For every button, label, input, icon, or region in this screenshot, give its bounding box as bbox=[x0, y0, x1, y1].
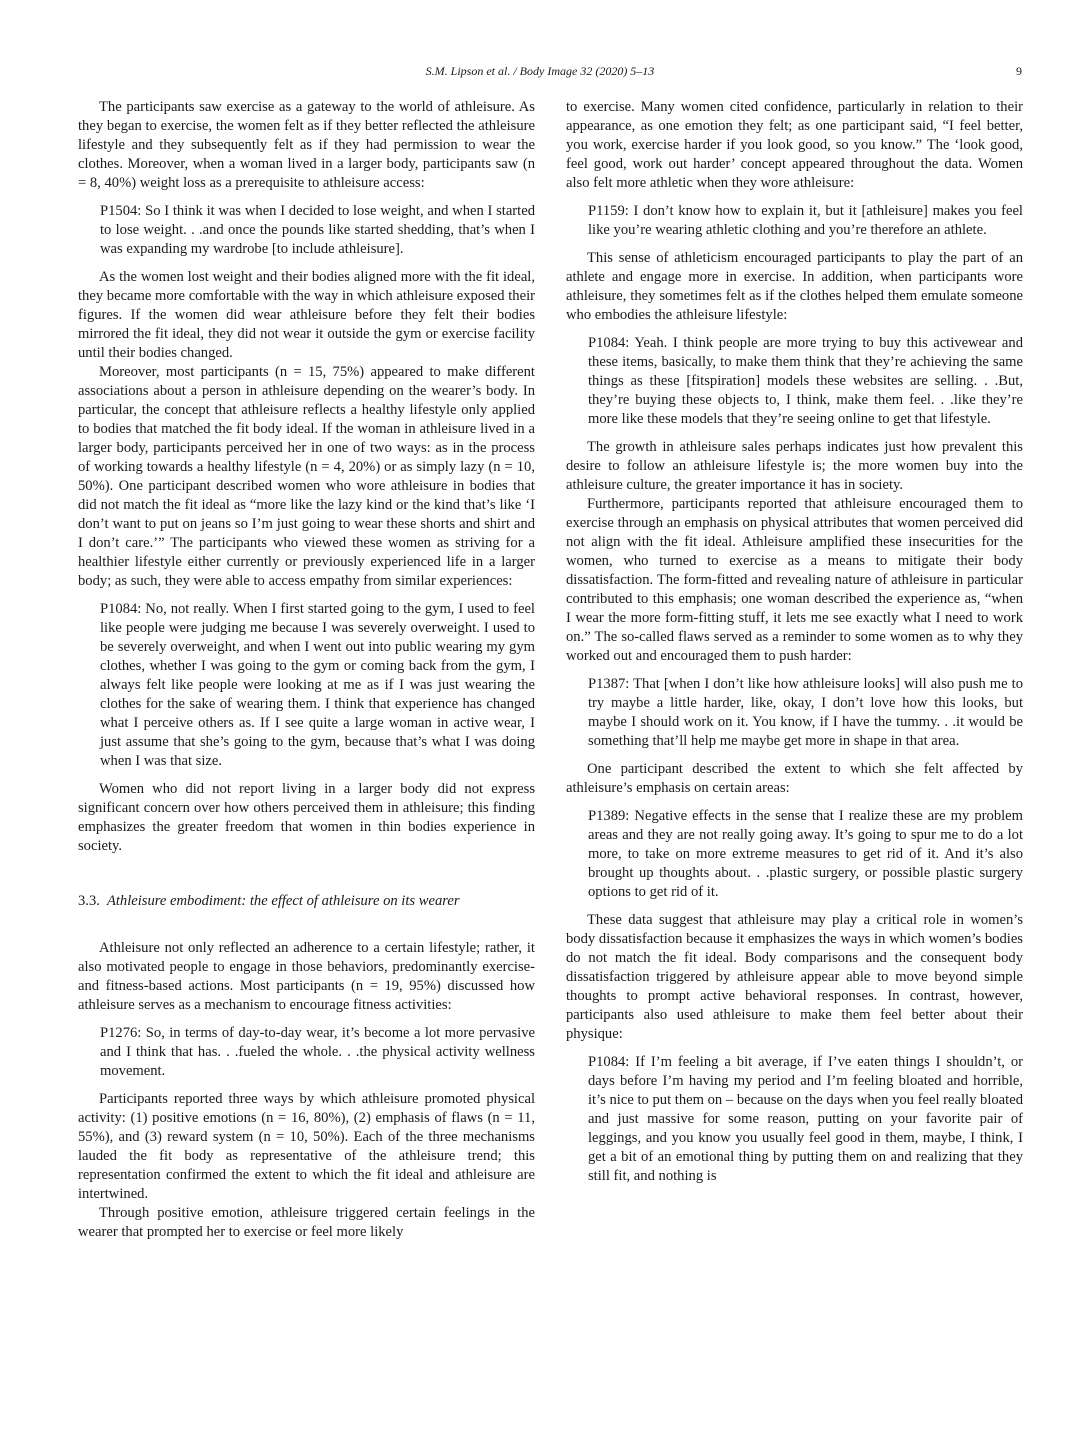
paragraph: to exercise. Many women cited confidence, particularly in relation to their appearance, as one emotion they felt; as one participant said, “I feel better, you work, exercise harder if you look good, so you know.” The ‘look good, feel good, work out harder’ concept appeared throughout the data. Women also felt more athletic when they wore athleisure: bbox=[566, 99, 1023, 191]
paragraph: This sense of athleticism encouraged participants to play the part of an athlete and engage more in exercise. In addition, when participants wore athleisure, they sometimes felt as if the clothes helped them emulate someone who embodies the athleisure lifestyle: bbox=[566, 250, 1023, 323]
block-quote: P1387: That [when I don’t like how athleisure looks] will also push me to try maybe a little harder, like, okay, I don’t love how this looks, but maybe I should work on it. You know, if I have the tummy. . .it would be something that’ll help me maybe get more in shape in that area. bbox=[588, 676, 1023, 749]
section-number: 3.3. bbox=[78, 893, 100, 909]
journal-citation: S.M. Lipson et al. / Body Image 32 (2020) 5–13 bbox=[425, 64, 655, 78]
paragraph: As the women lost weight and their bodies aligned more with the fit ideal, they became more comfortable with the way in which athleisure exposed their figures. If the women did wear athleisure before they felt their bodies mirrored the fit ideal, they did not wear it outside the gym or exercise facility until their bodies changed. bbox=[78, 269, 535, 361]
block-quote: P1084: Yeah. I think people are more trying to buy this activewear and these items, basically, to make them think that they’re achieving the same things as these [fitspiration] models these websites are selling. . .But, they’re buying these objects to, I think, make them feel. . .like they’re more like these models that they’re seeing online to get that lifestyle. bbox=[588, 335, 1023, 427]
paragraph: Women who did not report living in a larger body did not express significant concern over how others perceived them in athleisure; this finding emphasizes the greater freedom that women in thin bodies experience in society. bbox=[78, 781, 535, 854]
paragraph: Furthermore, participants reported that athleisure encouraged them to exercise through an emphasis on physical attributes that women perceived did not align with the fit ideal. Athleisure amplified these insecurities for the women, who turned to exercise as a means to mitigate their body dissatisfaction. The form-fitted and revealing nature of athleisure in particular contributed to this emphasis; one woman described the experience as, “when I wear the more form-fitting stuff, it lets me see exactly what I need to work on.” The so-called flaws served as a reminder to some women as to why they worked out and encouraged them to push harder: bbox=[566, 496, 1023, 664]
paragraph: These data suggest that athleisure may play a critical role in women’s body dissatisfaction because it emphasizes the ways in which women’s bodies do not match the fit ideal. Body comparisons and the consequent body dissatisfaction triggered by athleisure appear able to move beyond simple thoughts to prompt active behavioral responses. In contrast, however, participants also used athleisure to make them feel better about their physique: bbox=[566, 912, 1023, 1042]
paragraph: Moreover, most participants (n = 15, 75%) appeared to make different associations about a person in athleisure depending on the wearer’s body. In particular, the concept that athleisure reflects a healthy lifestyle only applied to bodies that matched the fit body ideal. If the woman in athleisure lived in a larger body, participants perceived her in one of two ways: as in the process of working towards a healthy lifestyle (n = 4, 20%) or as simply lazy (n = 10, 50%). One participant described women who wore athleisure in bodies that did not match the fit ideal as “more like the lazy kind or the kind that’s like ‘I don’t want to put on jeans so I’m just going to wear these shorts and shirt and I don’t care.’” The participants who viewed these women as striving for a healthier lifestyle either currently or previously experienced life in a larger body; as such, they were able to access empathy from similar experiences: bbox=[78, 364, 535, 589]
block-quote: P1504: So I think it was when I decided to lose weight, and when I started to lose weight. . .and once the pounds like started shedding, that’s when I was expanding my wardrobe [to include athleisure]. bbox=[100, 203, 535, 257]
block-quote: P1084: If I’m feeling a bit average, if I’ve eaten things I shouldn’t, or days before I’m having my period and I’m feeling bloated and horrible, it’s nice to put them on – because on the days when you feel really bloated and just massive for some reason, putting on your favorite pair of leggings, and you know you usually feel good in them, maybe, I think, I get a bit of an emotional thing by putting them on and realizing that they still fit, and nothing is bbox=[588, 1054, 1023, 1184]
section-heading bbox=[78, 892, 535, 911]
block-quote: P1084: No, not really. When I first started going to the gym, I used to feel like people were judging me because I was severely overweight. I used to be severely overweight, and when I went out into public wearing my gym clothes, whether I was going to the gym or coming back from the gym, I always felt like people were looking at me as if I was just wearing the clothes for the sake of wearing them. I think that experience has changed what I perceive others as. If I see quite a large woman in active wear, I just assume that she’s going to the gym, because that’s what I was doing when I was that size. bbox=[100, 601, 535, 769]
right-column bbox=[566, 98, 1023, 1195]
section-title: Athleisure embodiment: the effect of athleisure on its wearer bbox=[106, 893, 460, 909]
running-header bbox=[0, 64, 1080, 84]
paragraph: The participants saw exercise as a gateway to the world of athleisure. As they began to exercise, the women felt as if they better reflected the athleisure lifestyle and they subsequently felt as if they had permission to wear the clothes. Moreover, when a woman lived in a larger body, participants saw (n = 8, 40%) weight loss as a prerequisite to athleisure access: bbox=[78, 99, 535, 191]
paragraph: The growth in athleisure sales perhaps indicates just how prevalent this desire to follow an athleisure lifestyle is; the more women buy into the athleisure culture, the greater importance it has in society. bbox=[566, 439, 1023, 493]
paragraph: Through positive emotion, athleisure triggered certain feelings in the wearer that prompted her to exercise or feel more likely bbox=[78, 1205, 535, 1240]
paragraph: Athleisure not only reflected an adherence to a certain lifestyle; rather, it also motivated people to engage in those behaviors, predominantly exercise- and fitness-based actions. Most participants (n = 19, 95%) discussed how athleisure serves as a mechanism to encourage fitness activities: bbox=[78, 940, 535, 1013]
block-quote: P1389: Negative effects in the sense that I realize these are my problem areas and they are not really going away. It’s going to spur me to do a lot more, to take on more extreme measures to get rid of it. And it’s also brought up thoughts about. . .plastic surgery, or possible plastic surgery options to get rid of it. bbox=[588, 808, 1023, 900]
paragraph: One participant described the extent to which she felt affected by athleisure’s emphasis on certain areas: bbox=[566, 761, 1023, 796]
block-quote: P1159: I don’t know how to explain it, but it [athleisure] makes you feel like you’re wearing athletic clothing and you’re therefore an athlete. bbox=[588, 203, 1023, 238]
page-number: 9 bbox=[1016, 64, 1022, 78]
paragraph: Participants reported three ways by which athleisure promoted physical activity: (1) positive emotions (n = 16, 80%), (2) emphasis of flaws (n = 11, 55%), and (3) reward system (n = 10, 50%). Each of the three mechanisms lauded the fit body as representative of the athleisure trend; this representation confirmed the extent to which the fit ideal and athleisure are intertwined. bbox=[78, 1091, 535, 1202]
block-quote: P1276: So, in terms of day-to-day wear, it’s become a lot more pervasive and I think that has. . .fueled the whole. . .the physical activity wellness movement. bbox=[100, 1025, 535, 1079]
left-column bbox=[78, 98, 535, 1242]
